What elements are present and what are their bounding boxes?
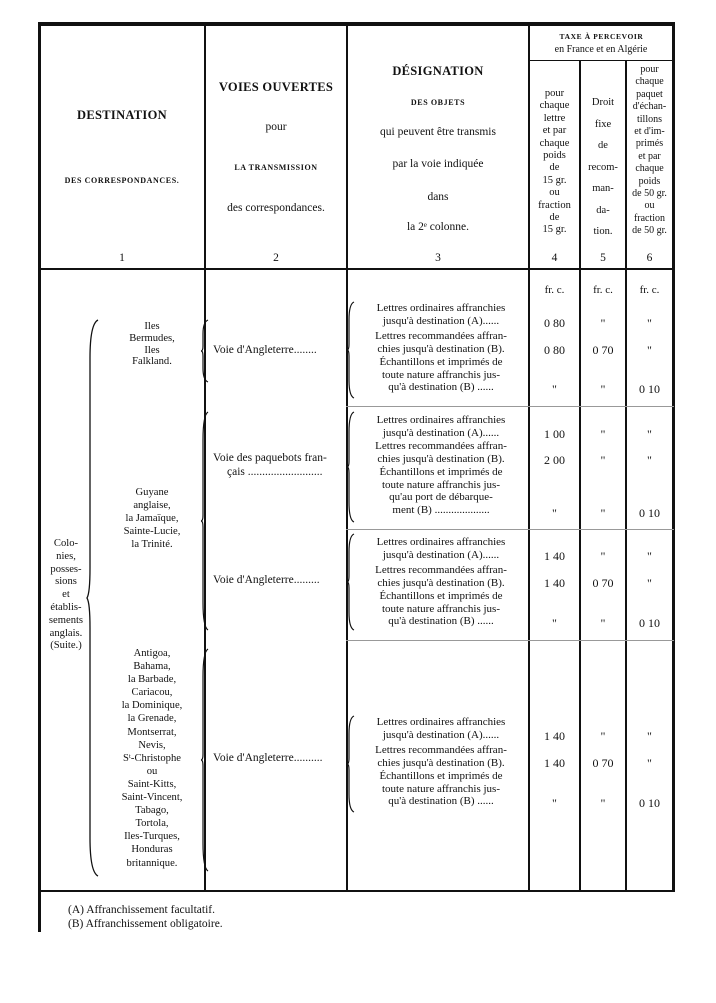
group-label-l1: Colo-: [53, 538, 79, 549]
col6-unit: fr. c.: [639, 284, 660, 296]
objet-1-rec-l1: Lettres recommandées affran-: [375, 330, 507, 342]
r2-c4: 0 80: [544, 343, 565, 357]
col1-header-title: DESTINATION: [77, 108, 167, 122]
col6-header-l1: pour: [640, 64, 659, 75]
group-label: [42, 538, 90, 653]
col4-header-l9: ou: [549, 187, 560, 199]
r1-c4: 0 80: [544, 316, 565, 330]
dest1-l1: Iles: [144, 321, 160, 332]
r5-c5: ": [600, 453, 606, 467]
dest3-l13: Tabago,: [135, 805, 169, 817]
r1-c6: ": [647, 316, 652, 330]
col6-header-l13: fraction: [633, 212, 666, 224]
objet-3-rec-l1: Lettres recommandées affran-: [375, 564, 507, 576]
objet-1-ech-l2: toute nature affranchis jus-: [381, 368, 500, 381]
objet-2-ech-l1: Échantillons et imprimés de: [379, 466, 503, 478]
objet-3-ech-l3: qu'à destination (B) ......: [388, 615, 494, 628]
col4-header-l11: de: [549, 212, 560, 224]
objet-3-echantillons: [354, 590, 528, 628]
objet-2-ech-l4: ment (B) ....................: [392, 503, 490, 516]
col5-header-l1: Droit: [591, 97, 615, 108]
dest3-l10: ou: [146, 765, 158, 777]
r10-c6: ": [647, 729, 652, 743]
section-rule-1: [346, 406, 674, 407]
dest1-l4: Falkland.: [132, 356, 172, 368]
taxe-divider: [528, 60, 674, 61]
voie-angleterre-1: Voie d'Angleterre........: [213, 344, 317, 356]
objet-4-ordinaires: [354, 716, 528, 741]
r5-c6: ": [647, 453, 652, 467]
col6-header-l14: de 50 gr.: [632, 225, 667, 237]
objet-3-rec-l2: chies jusqu'à destination (B).: [377, 576, 505, 589]
footnote-b: (B) Affranchissement obligatoire.: [68, 918, 223, 930]
col2-header-number: 2: [273, 252, 279, 264]
r9-c5: ": [600, 616, 606, 630]
table-left-border: [38, 22, 41, 932]
col4-header-l6: poids: [543, 150, 566, 162]
objet-3-ord-l2: jusqu'à destination (A)......: [382, 548, 500, 561]
col4-header-l1: pour: [544, 88, 565, 99]
dest2-l1: Guyane: [135, 487, 169, 498]
r6-c5: ": [600, 506, 606, 520]
dest1-l3: Iles: [144, 344, 160, 356]
table-bottom-rule: [38, 890, 675, 892]
group-label-l8: anglais.: [49, 627, 83, 639]
col6-header-l8: et par: [638, 150, 661, 162]
col3-header-number: 3: [435, 252, 441, 264]
r8-c4: 1 40: [544, 576, 565, 590]
r3-c6: 0 10: [639, 382, 660, 396]
col2-header-line3: LA TRANSMISSION: [234, 163, 318, 172]
dest3-l14: Tortola,: [135, 818, 169, 830]
group-label-l9: (Suite.): [50, 640, 82, 652]
r11-c6: ": [647, 756, 652, 770]
dest3-l6: la Grenade,: [127, 713, 177, 725]
col5-header-l7: tion.: [593, 226, 613, 237]
objet-2-recommandees: [354, 440, 528, 465]
group-label-l4: sions: [55, 576, 77, 588]
col3-header-line5: dans: [427, 191, 449, 203]
col4-header-l4: et par: [542, 125, 567, 137]
col5-header-l2: fixe: [594, 118, 612, 130]
col4-header-l2: chaque: [539, 100, 570, 112]
objet-1-ech-l1: Échantillons et imprimés de: [379, 356, 503, 368]
col3-header-line2: DES OBJETS: [410, 98, 466, 107]
r12-c6: 0 10: [639, 796, 660, 810]
col6-header-l6: et d'im-: [634, 126, 665, 138]
objet-3-ordinaires: [354, 536, 528, 561]
dest3-l8: Nevis,: [138, 739, 166, 751]
objet-3-ech-l1: Échantillons et imprimés de: [379, 590, 503, 602]
col4-unit: fr. c.: [544, 284, 565, 296]
objet-4-rec-l1: Lettres recommandées affran-: [375, 744, 507, 756]
col2-header-line4: des correspondances.: [227, 202, 325, 214]
table-top-border: [38, 22, 675, 26]
col3-header-line3: qui peuvent être transmis: [380, 126, 496, 138]
voie-paquebots-1: Voie des paquebots fran-: [213, 452, 327, 464]
col6-header-l9: chaque: [635, 163, 664, 175]
r3-c5: ": [600, 382, 606, 396]
taxe-header-line2: en France et en Algérie: [554, 44, 648, 55]
col6-header-l2: chaque: [635, 76, 664, 88]
objet-2-echantillons-port: [354, 466, 528, 516]
dest2-l2: anglaise,: [133, 500, 171, 511]
col2-header-title: VOIES OUVERTES: [218, 80, 334, 94]
group-label-l3: posses-: [50, 563, 82, 575]
col6-header: [627, 64, 672, 238]
destination-antigoa: [100, 647, 204, 870]
col5-header-l5: man-: [592, 183, 614, 194]
dest2-l4: Sainte-Lucie,: [123, 526, 181, 537]
group-label-l7: sements: [48, 614, 84, 626]
col6-header-l3: paquet: [636, 88, 663, 100]
r9-c6: 0 10: [639, 616, 660, 630]
voie-angleterre-3: Voie d'Angleterre..........: [213, 752, 323, 764]
r6-c6: 0 10: [639, 506, 660, 520]
dest3-l7: Montserrat,: [127, 726, 177, 738]
r8-c6: ": [647, 576, 652, 590]
footnote-left-rule: [38, 892, 41, 932]
destination-bermudes: [100, 321, 204, 368]
voie-brace-1: [200, 318, 210, 384]
r7-c4: 1 40: [544, 549, 565, 563]
col5-header-number: 5: [600, 252, 606, 264]
r10-c4: 1 40: [544, 729, 565, 743]
objet-2-ech-l2: toute nature affranchis jus-: [381, 478, 500, 491]
dest2-l5: la Trinité.: [131, 539, 173, 550]
dest3-l2: Bahama,: [133, 661, 171, 673]
col4-header-l7: de: [549, 162, 560, 174]
objet-4-ech-l1: Échantillons et imprimés de: [379, 770, 503, 782]
objet-2-ord-l2: jusqu'à destination (A)......: [382, 426, 500, 439]
objet-3-ord-l1: Lettres ordinaires affranchies: [376, 536, 506, 548]
r11-c4: 1 40: [544, 756, 565, 770]
group-label-l6: établis-: [50, 601, 82, 613]
col4-header-l3: lettre: [543, 112, 566, 124]
col5-header-l3: de: [598, 140, 608, 151]
section-rule-2: [346, 529, 674, 530]
dest3-l15: Iles-Turques,: [124, 831, 180, 843]
dest3-l3: la Barbade,: [127, 674, 177, 686]
voie-brace-2: [200, 410, 210, 632]
table-right-border: [672, 22, 675, 892]
col3-header-line4: par la voie indiquée: [392, 158, 484, 170]
dest3-l17: britannique.: [126, 857, 178, 869]
r9-c4: ": [552, 616, 557, 630]
col6-header-l5: tillons: [636, 113, 662, 125]
dest3-l11: Saint-Kitts,: [127, 778, 177, 790]
r12-c5: ": [600, 796, 606, 810]
objet-4-ech-l2: toute nature affranchis jus-: [381, 782, 500, 795]
objet-2-ordinaires: [354, 414, 528, 439]
r7-c6: ": [647, 549, 652, 563]
dest3-l4: Cariacou,: [131, 687, 173, 699]
col1-header-sub: DES CORRESPONDANCES.: [64, 176, 180, 185]
col4-header-l8: 15 gr.: [542, 174, 567, 186]
r12-c4: ": [552, 796, 557, 810]
col4-header-l12: 15 gr.: [542, 224, 567, 236]
group-label-l5: et: [62, 589, 70, 601]
objet-4-ech-l3: qu'à destination (B) ......: [388, 795, 494, 808]
col6-header-number: 6: [646, 252, 653, 264]
r7-c5: ": [600, 549, 606, 563]
r2-c5: 0 70: [592, 343, 614, 357]
col2-header-line2: pour: [265, 121, 287, 133]
r4-c5: ": [600, 427, 606, 441]
col5-header-l6: da-: [596, 204, 610, 216]
objet-1-ord-l1: Lettres ordinaires affranchies: [376, 302, 506, 314]
col6-header-l7: primés: [635, 138, 664, 150]
col6-header-l11: de 50 gr.: [632, 188, 667, 200]
dest3-l9: Sᵗ-Christophe: [123, 752, 181, 764]
col5-unit: fr. c.: [593, 284, 613, 296]
r4-c6: ": [647, 427, 652, 441]
col4-header-l10: fraction: [538, 199, 571, 211]
objet-1-ordinaires: [354, 302, 528, 327]
dest2-l3: la Jamaïque,: [125, 513, 179, 524]
dest1-l2: Bermudes,: [129, 332, 175, 344]
r4-c4: 1 00: [544, 427, 565, 441]
objet-1-echantillons: [354, 356, 528, 394]
objet-2-rec-l1: Lettres recommandées affran-: [375, 440, 507, 452]
voie-angleterre-2: Voie d'Angleterre.........: [213, 574, 320, 586]
voie-paquebots-2: çais ..........................: [227, 466, 323, 478]
r11-c5: 0 70: [592, 756, 614, 770]
col3-header-line6: la 2ᵉ colonne.: [406, 221, 470, 233]
r1-c5: ": [600, 316, 606, 330]
col1-header-number: 1: [119, 252, 125, 264]
col3-header-title: DÉSIGNATION: [392, 64, 484, 78]
group-label-l2: nies,: [56, 550, 76, 562]
objet-2-ord-l1: Lettres ordinaires affranchies: [376, 414, 506, 426]
objet-2-rec-l2: chies jusqu'à destination (B).: [377, 452, 505, 465]
r10-c5: ": [600, 729, 606, 743]
col5-header: [581, 92, 625, 243]
objet-3-recommandees: [354, 564, 528, 589]
r2-c6: ": [647, 343, 652, 357]
objet-3-ech-l2: toute nature affranchis jus-: [381, 602, 500, 615]
destination-guyane: [100, 486, 204, 551]
dest3-l12: Saint-Vincent,: [121, 792, 183, 804]
col6-header-l10: poids: [638, 175, 661, 187]
objet-1-recommandees: [354, 330, 528, 355]
col4-header-l5: chaque: [539, 137, 570, 149]
dest3-l1: Antigoa,: [133, 648, 171, 659]
col5-header-l4: recom-: [588, 161, 618, 173]
col4-header: [530, 88, 579, 237]
col6-header-l12: ou: [644, 200, 655, 212]
col4-header-number: 4: [551, 252, 558, 264]
r3-c4: ": [552, 382, 557, 396]
objet-4-echantillons: [354, 770, 528, 808]
dest3-l5: la Dominique,: [121, 700, 183, 712]
group-brace: [86, 318, 100, 878]
dest3-l16: Honduras: [131, 844, 173, 856]
objet-1-ech-l3: qu'à destination (B) ......: [388, 381, 494, 394]
footnote-a: (A) Affranchissement facultatif.: [68, 904, 215, 916]
r5-c4: 2 00: [544, 453, 565, 467]
r8-c5: 0 70: [592, 576, 614, 590]
objet-2-ech-l3: qu'au port de débarque-: [389, 491, 493, 504]
col6-header-l4: d'échan-: [632, 101, 667, 113]
objet-4-ord-l1: Lettres ordinaires affranchies: [376, 716, 506, 728]
taxe-header-line1: TAXE À PERCEVOIR: [559, 32, 644, 41]
section-rule-3: [346, 640, 674, 641]
objet-4-rec-l2: chies jusqu'à destination (B).: [377, 756, 505, 769]
objet-1-rec-l2: chies jusqu'à destination (B).: [377, 342, 505, 355]
r6-c4: ": [552, 506, 557, 520]
voie-brace-3: [200, 647, 210, 873]
objet-1-ord-l2: jusqu'à destination (A)......: [382, 314, 500, 327]
objet-4-ord-l2: jusqu'à destination (A)......: [382, 728, 500, 741]
objet-4-recommandees: [354, 744, 528, 769]
